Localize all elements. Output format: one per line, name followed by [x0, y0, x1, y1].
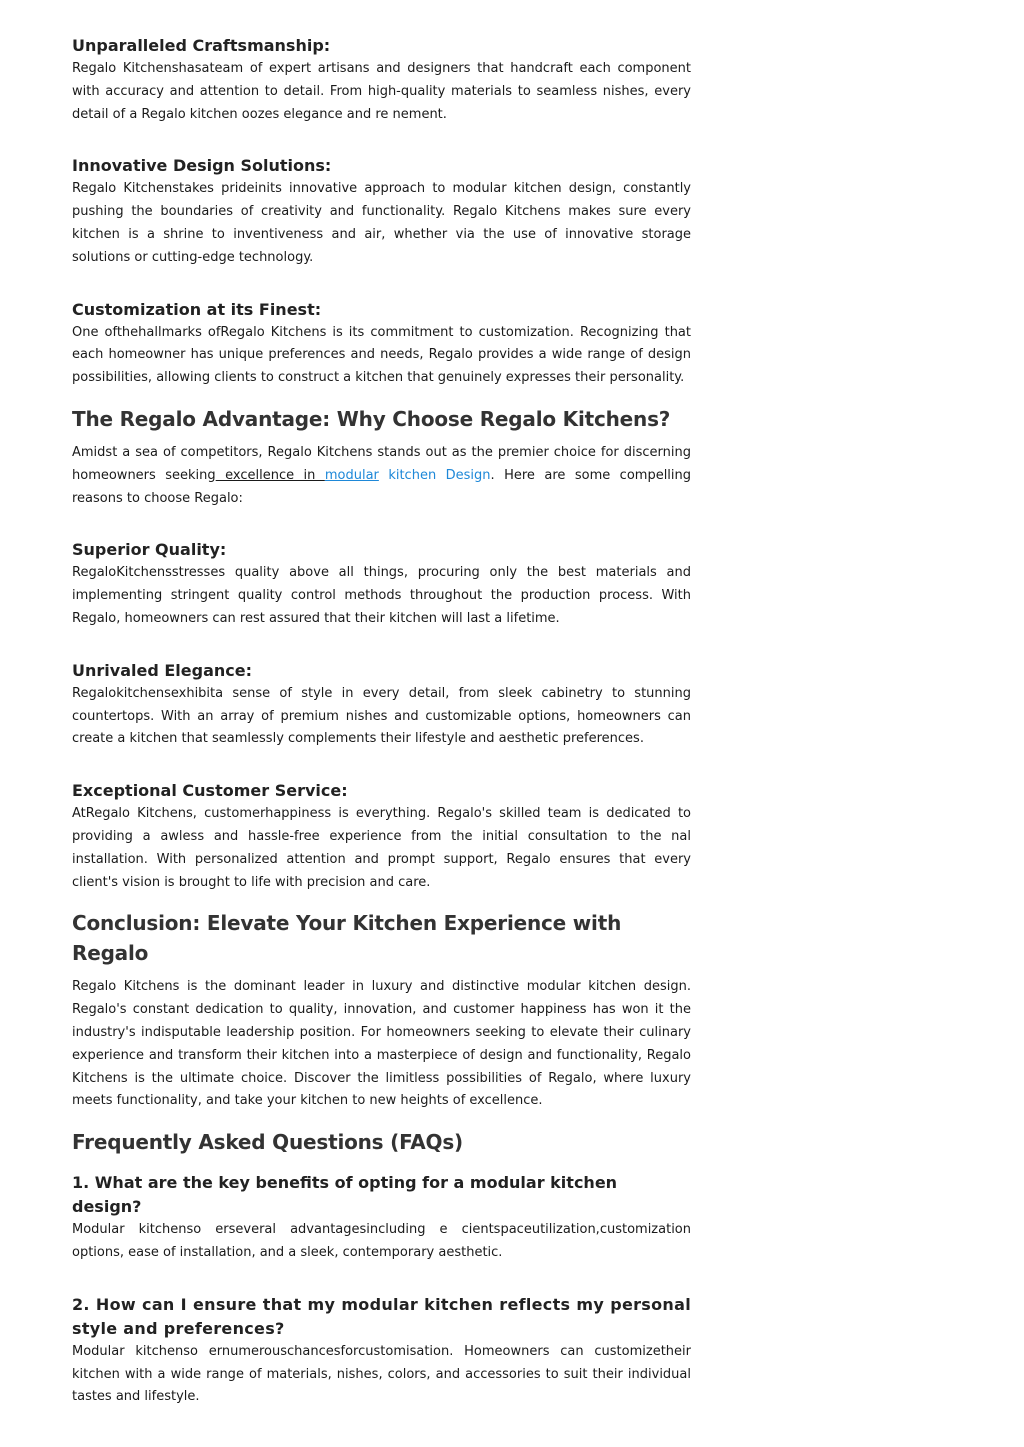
conclusion-heading: Conclusion: Elevate Your Kitchen Experience with Regalo	[72, 911, 622, 966]
section-innovative	[72, 154, 691, 269]
advantage-body-before: Amidst a sea of competitors, Regalo Kitchens stands out as the premier choice for discerning homeowners seeking	[72, 444, 691, 483]
craftsmanship-body: Regalo Kitchenshasateam of expert artisans and designers that handcraft each component with accuracy and attention to detail. From high-quality materials to seamless nishes, every detail of a Regalo kitchen oozes elegance and re nement.	[72, 61, 691, 122]
section-conclusion	[72, 908, 691, 1113]
innovative-heading: Innovative Design Solutions:	[72, 156, 332, 176]
service-heading: Exceptional Customer Service:	[72, 781, 348, 801]
faq-answer-2: Modular kitchenso ernumerouschancesforcustomisation. Homeowners can customizetheir kitchen with a wide range of materials, nishes, colors, and accessories to suit their individual tastes and lifestyle.	[72, 1343, 691, 1405]
faqs-heading: Frequently Asked Questions (FAQs)	[72, 1130, 463, 1155]
service-body: AtRegalo Kitchens, customerhappiness is everything. Regalo's skilled team is dedicated to providing a awless and hassle-free experience from the initial consultation to the nal installation. With personalized attention and prompt support, Regalo ensures that every client's vision is brought to life with precision and care.	[72, 806, 691, 890]
faq-question-1: 1. What are the key benefits of opting for a modular kitchen design?	[72, 1173, 618, 1217]
quality-body: RegaloKitchensstresses quality above all things, procuring only the best materials and implementing stringent quality control methods throughout the production process. With Regalo, homeowners can rest assured that their kitchen will last a lifetime.	[72, 565, 691, 626]
quality-heading: Superior Quality:	[72, 540, 227, 560]
section-faqs	[72, 1127, 691, 1409]
advantage-body	[72, 442, 691, 510]
link-text-modular: modular	[324, 467, 379, 483]
elegance-body: Regalokitchensexhibita sense of style in every detail, from sleek cabinetry to stunning countertops. With an array of premium nishes and customizable options, homeowners can create a kitchen that seamlessly complements their lifestyle and aesthetic preferences.	[72, 685, 691, 747]
section-customization	[72, 298, 691, 390]
section-elegance	[72, 659, 691, 751]
section-craftsmanship	[72, 34, 691, 126]
customization-heading: Customization at its Finest:	[72, 299, 322, 319]
section-quality	[72, 538, 691, 630]
link-text-kitchen-design: kitchen Design	[378, 467, 491, 483]
section-service	[72, 779, 691, 894]
faq-answer-1: Modular kitchenso erseveral advantagesincluding e cientspaceutilization,customization options, ease of installation, and a sleek, contemporary aesthetic.	[72, 1222, 691, 1260]
section-advantage	[72, 404, 691, 510]
modular-kitchen-design-link[interactable]	[216, 468, 491, 483]
article-content	[72, 34, 691, 1409]
conclusion-body: Regalo Kitchens is the dominant leader in luxury and distinctive modular kitchen design. Regalo's constant dedication to quality, innovation, and customer happiness has won it the industry's indisputable leadership position. For homeowners seeking to elevate their culinary experience and transform their kitchen into a masterpiece of design and functionality, Regalo Kitchens is the ultimate choice. Discover the limitless possibilities of Regalo, where luxury meets functionality, and take your kitchen to new heights of excellence.	[72, 979, 691, 1109]
advantage-heading: The Regalo Advantage: Why Choose Regalo Kitchens?	[72, 406, 671, 431]
innovative-body: Regalo Kitchenstakes prideinits innovative approach to modular kitchen design, constantly pushing the boundaries of creativity and functionality. Regalo Kitchens makes sure every kitchen is a shrine to inventiveness and air, whether via the use of innovative storage solutions or cutting-edge technology.	[72, 181, 691, 265]
customization-body: One ofthehallmarks ofRegalo Kitchens is its commitment to customization. Recognizing that each homeowner has unique preferences and needs, Regalo provides a wide range of design possibilities, allowing clients to construct a kitchen that genuinely expresses their personality.	[72, 324, 691, 386]
link-text-excellence: excellence in	[215, 467, 325, 483]
advantage-body-after: . Here are some compelling reasons to choose Regalo:	[72, 467, 692, 506]
faq-question-2: 2. How can I ensure that my modular kitchen reflects my personal style and preferences?	[72, 1294, 691, 1338]
elegance-heading: Unrivaled Elegance:	[72, 660, 252, 680]
craftsmanship-heading: Unparalleled Craftsmanship:	[72, 36, 331, 55]
